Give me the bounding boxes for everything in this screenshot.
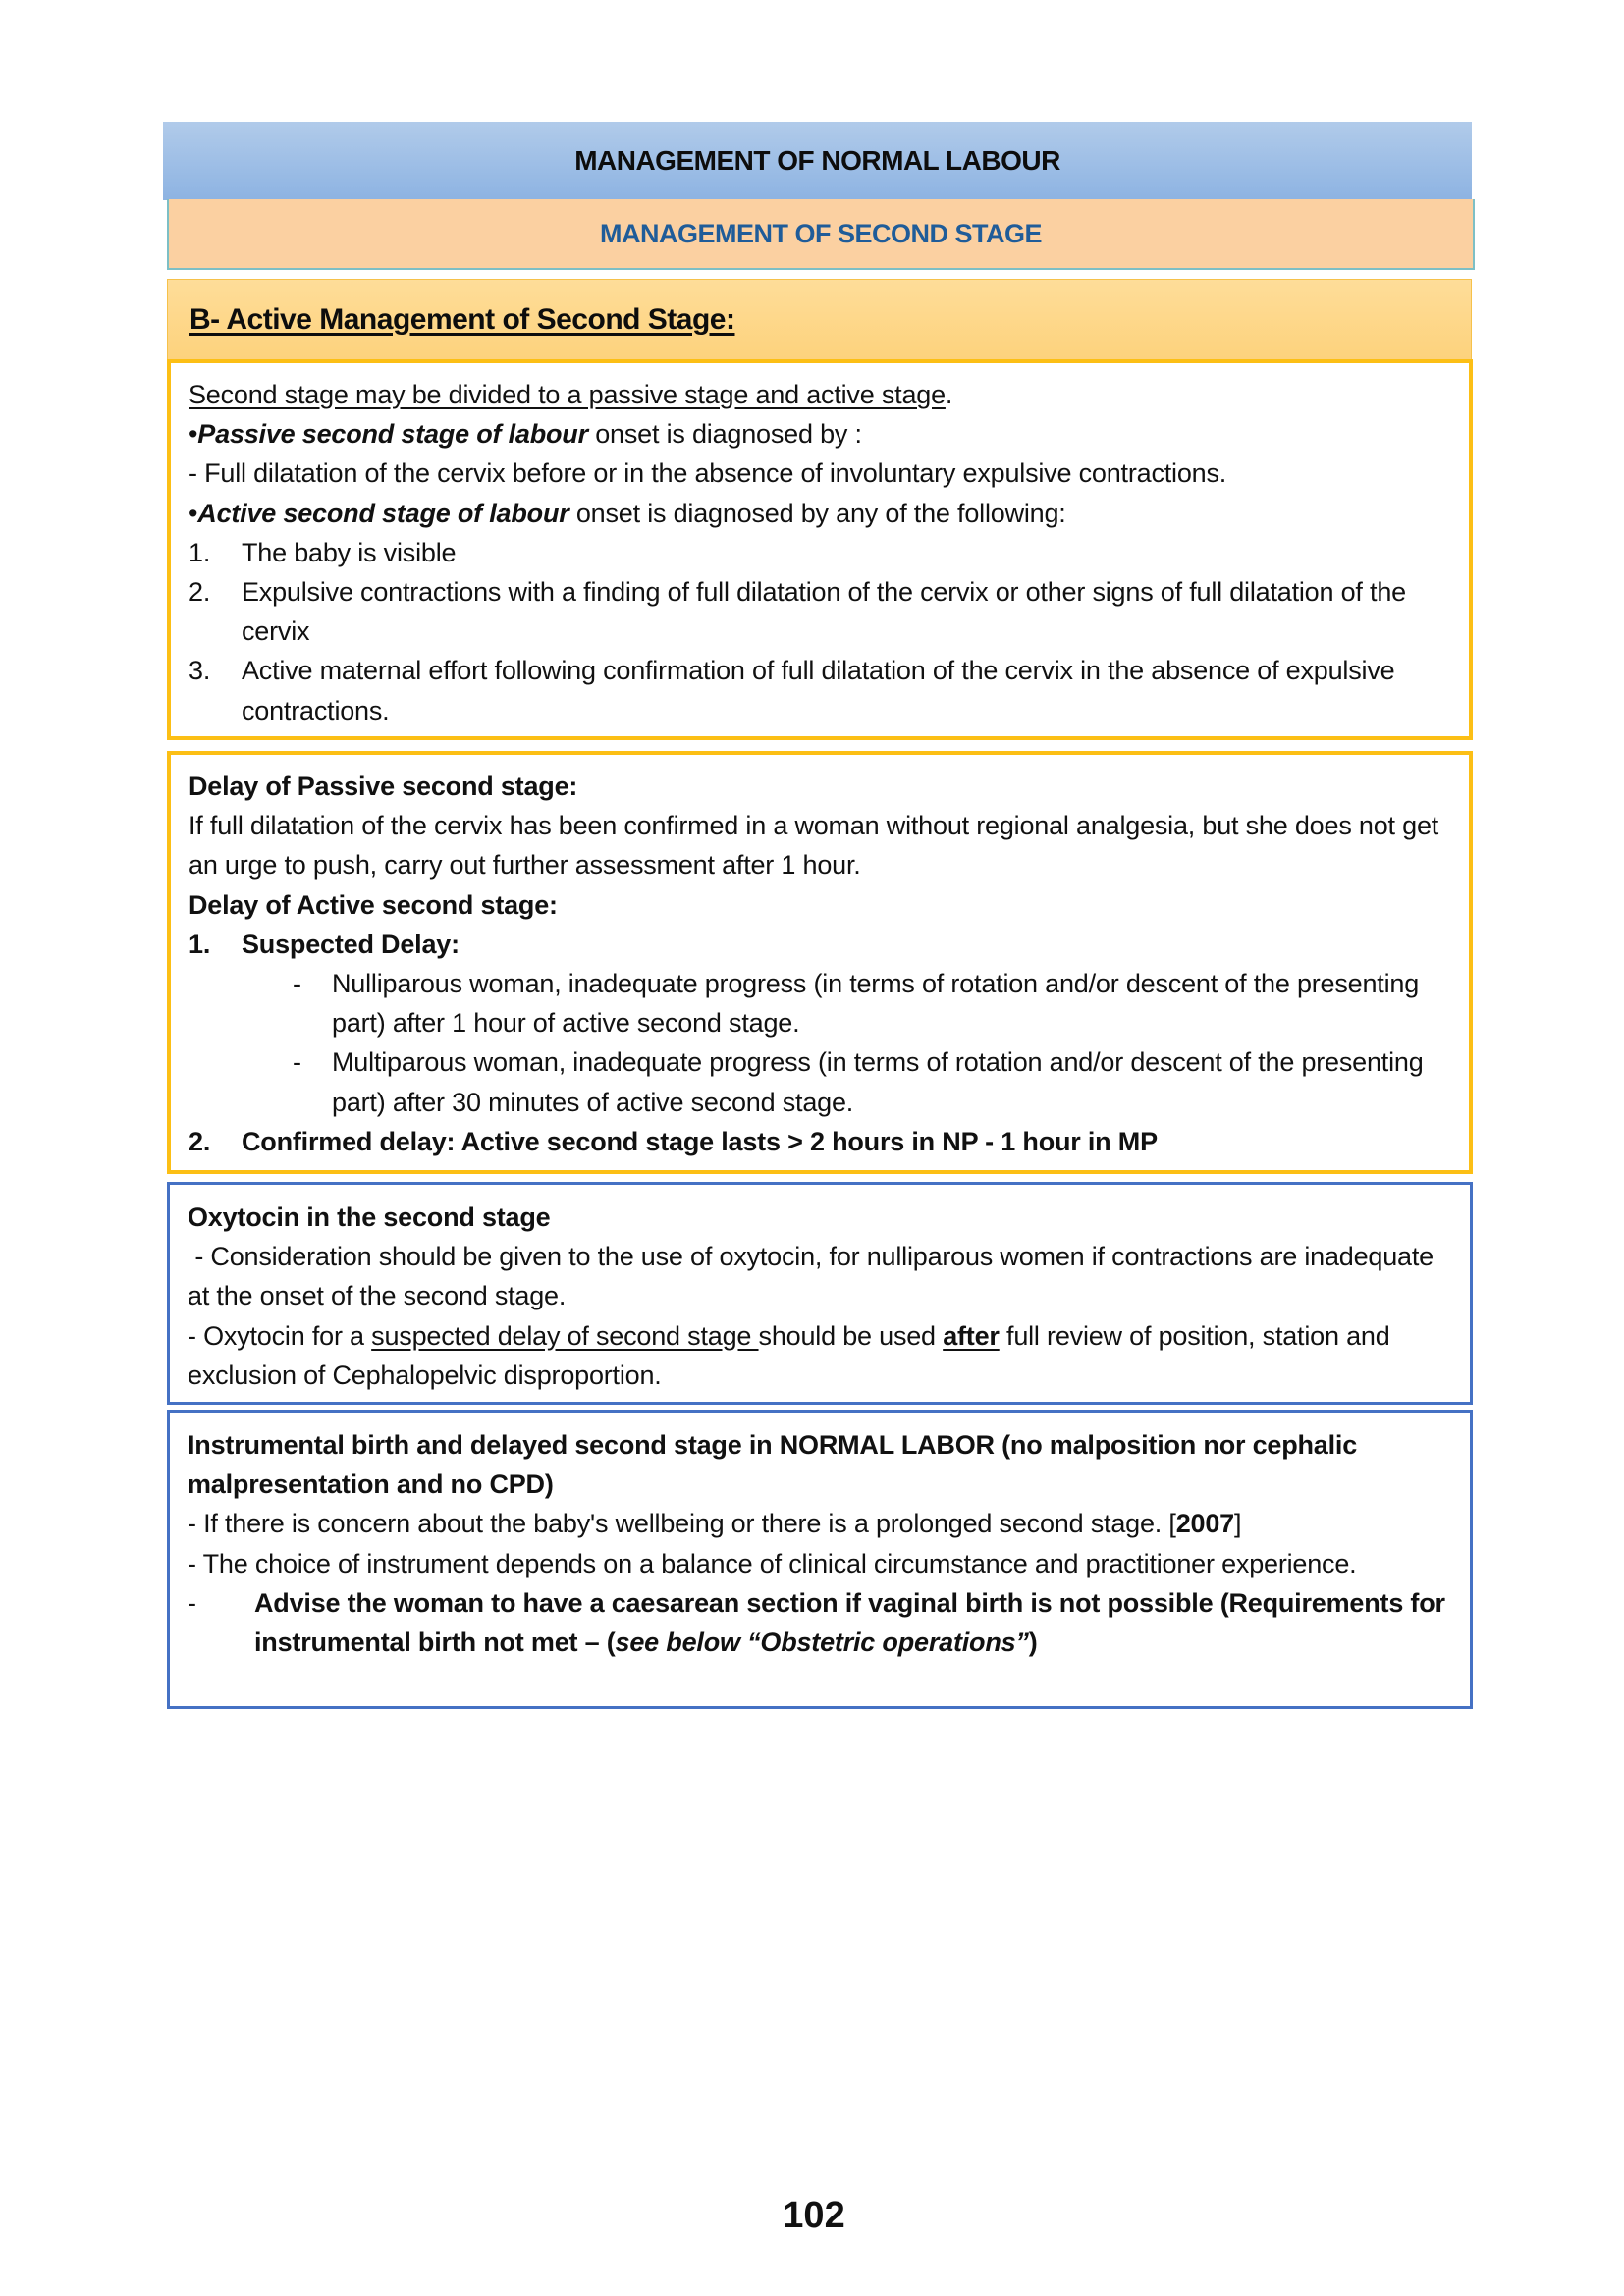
oxytocin-line-2 xyxy=(188,1316,1452,1395)
chapter-title: MANAGEMENT OF NORMAL LABOUR xyxy=(574,145,1060,176)
sub-list-text: Nulliparous woman, inadequate progress (in terms of rotation and/or descent of the presenting part) after 1 hour of active second stage. xyxy=(332,969,1420,1039)
text: full review of position, station and exclusion of Cephalopelvic disproportion. xyxy=(188,1320,1390,1390)
bullet: • xyxy=(189,419,198,450)
active-rest: onset is diagnosed by any of the following: xyxy=(568,498,1066,528)
dash: - xyxy=(188,1587,196,1618)
list-number: 1. xyxy=(189,537,211,567)
intro-text: Second stage may be divided to a passive stage and active stage xyxy=(189,380,946,409)
intro-period: . xyxy=(945,380,953,409)
section-heading: B- Active Management of Second Stage: xyxy=(189,303,735,336)
sub-list-item xyxy=(189,1042,1451,1121)
list-item xyxy=(189,572,1451,651)
dash: - xyxy=(293,1047,301,1078)
instrumental-birth-box xyxy=(167,1410,1473,1709)
active-definition-line xyxy=(189,494,1451,533)
text: - If there is concern about the baby's wellbeing or there is a prolonged second stage. [ xyxy=(188,1509,1176,1539)
list-number: 2. xyxy=(189,1126,211,1156)
delay-box xyxy=(167,751,1473,1174)
list-text: The baby is visible xyxy=(242,537,457,567)
text: Advise the woman to have a caesarean section if vaginal birth is not possible (Requirements for instrumental birth not met – ( xyxy=(254,1587,1445,1658)
list-number: 3. xyxy=(189,656,211,686)
active-delay-heading: Delay of Active second stage: xyxy=(189,889,558,920)
sub-list-item xyxy=(189,964,1451,1042)
oxytocin-line-1: - Consideration should be given to the use of oxytocin, for nulliparous women if contractions are inadequate at the onset of the second stage. xyxy=(188,1242,1441,1311)
list-item xyxy=(189,651,1451,729)
instrumental-heading: Instrumental birth and delayed second stage in NORMAL LABOR (no malposition nor cephalic malpresentation and no CPD) xyxy=(188,1430,1358,1500)
text: - Oxytocin for a xyxy=(188,1320,372,1351)
passive-delay-heading: Delay of Passive second stage: xyxy=(189,772,578,801)
subtitle-banner xyxy=(167,199,1475,270)
cross-reference: see below “Obstetric operations” xyxy=(615,1628,1029,1658)
passive-rest: onset is diagnosed by : xyxy=(587,419,862,450)
list-item xyxy=(189,533,1451,572)
year-tag: 2007 xyxy=(1175,1509,1234,1539)
oxytocin-box xyxy=(167,1182,1473,1405)
page-number: 102 xyxy=(783,2195,845,2236)
second-stage-definition-box xyxy=(167,359,1473,740)
list-text: Suspected Delay: xyxy=(242,929,460,959)
dash: - xyxy=(293,969,301,999)
section-heading-banner xyxy=(167,279,1472,360)
passive-term: Passive second stage of labour xyxy=(197,419,588,450)
intro-line xyxy=(189,375,1451,414)
chapter-title-banner xyxy=(163,122,1472,200)
advise-item xyxy=(188,1583,1452,1662)
suspected-delay-item xyxy=(189,925,1451,964)
instrumental-line-2: - The choice of instrument depends on a balance of clinical circumstance and practitioner experience. xyxy=(188,1548,1357,1578)
active-term: Active second stage of labour xyxy=(197,498,569,528)
emphasis-after: after xyxy=(943,1320,1000,1351)
instrumental-line-1 xyxy=(188,1504,1452,1543)
list-text: Expulsive contractions with a finding of full dilatation of the cervix or other signs of full dilatation of the cervix xyxy=(242,577,1406,647)
list-text: Active maternal effort following confirmation of full dilatation of the cervix in the absence of expulsive contractions. xyxy=(242,656,1395,725)
list-number: 2. xyxy=(189,577,211,608)
text: ] xyxy=(1233,1509,1242,1539)
subtitle: MANAGEMENT OF SECOND STAGE xyxy=(599,218,1042,248)
underlined-text: suspected delay of second stage xyxy=(371,1320,759,1351)
list-number: 1. xyxy=(189,929,211,959)
passive-criterion: - Full dilatation of the cervix before or in the absence of involuntary expulsive contractions. xyxy=(189,458,1227,489)
advise-text xyxy=(254,1583,1452,1662)
text: should be used xyxy=(758,1320,944,1351)
bullet: • xyxy=(189,498,198,528)
sub-list-text: Multiparous woman, inadequate progress (in terms of rotation and/or descent of the presenting part) after 30 minutes of active second stage. xyxy=(332,1047,1424,1117)
confirmed-delay-item xyxy=(189,1122,1451,1161)
passive-delay-text: If full dilatation of the cervix has been confirmed in a woman without regional analgesia, but she does not get an urge to push, carry out further assessment after 1 hour. xyxy=(189,811,1439,881)
list-text: Confirmed delay: Active second stage lasts > 2 hours in NP - 1 hour in MP xyxy=(242,1126,1158,1156)
oxytocin-heading: Oxytocin in the second stage xyxy=(188,1202,551,1232)
passive-definition-line xyxy=(189,414,1451,454)
text: ) xyxy=(1028,1628,1038,1658)
